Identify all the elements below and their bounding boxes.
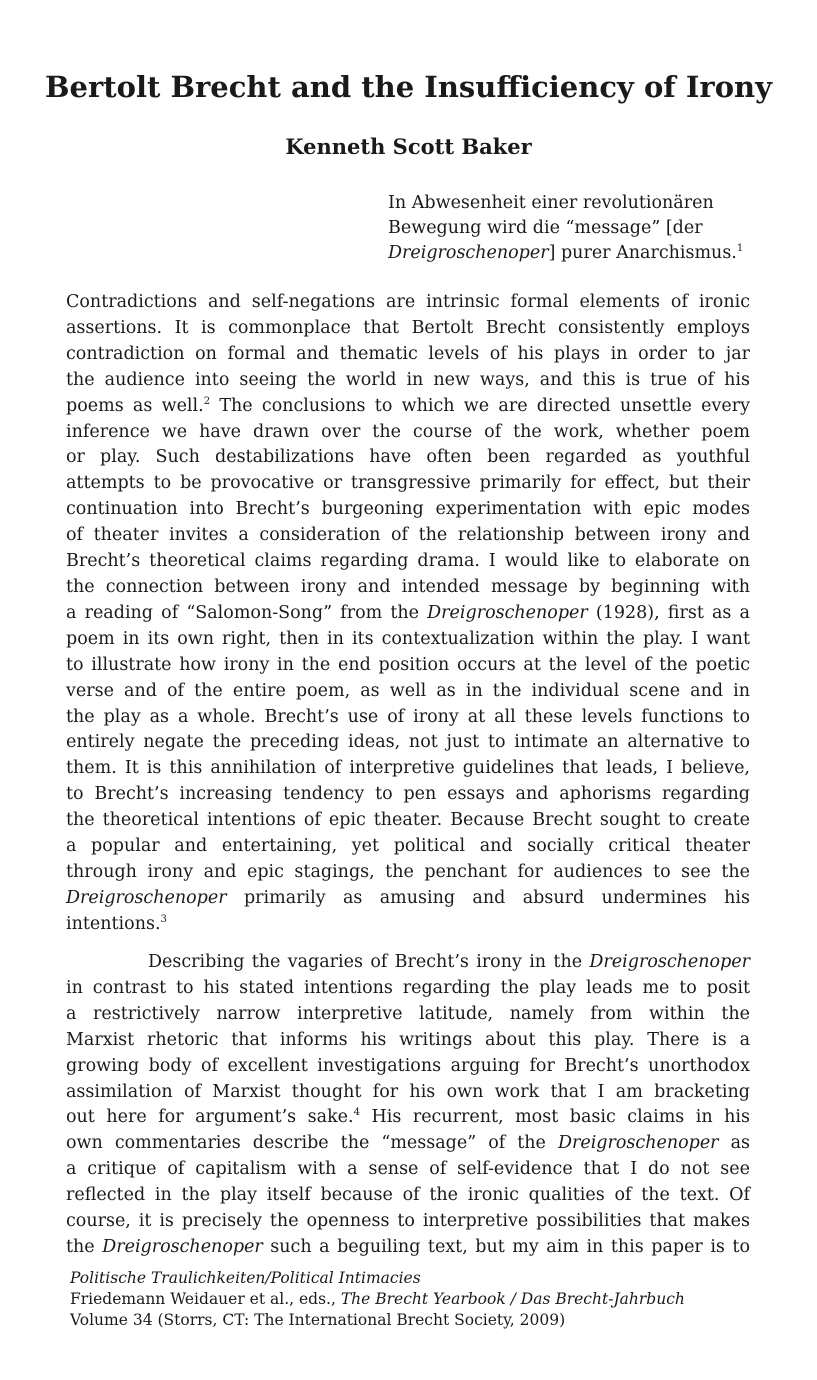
epigraph-line: In Abwesenheit einer revolutionären — [388, 193, 714, 213]
article-title: Bertolt Brecht and the Insufficiency of Irony — [45, 70, 772, 104]
text-span: the — [66, 1236, 103, 1257]
text-line: the theoretical intentions of epic theater. Because Brecht sought to create — [66, 810, 750, 831]
author-name: Kenneth Scott Baker — [285, 134, 532, 159]
paragraph-1 — [66, 290, 750, 938]
text-span: a reading of “Salomon-Song” from the — [66, 602, 428, 623]
footnote-marker: 3 — [160, 913, 167, 925]
text-line: a popular and entertaining, yet political and socially critical theater — [66, 836, 750, 857]
epigraph-line — [388, 241, 758, 266]
text-line: continuation into Brecht’s burgeoning experimentation with epic modes — [66, 499, 750, 520]
text-line: reflected in the play itself because of the ironic qualities of the text. Of — [66, 1185, 750, 1206]
footer-editors: Friedemann Weidauer et al., eds., — [70, 1290, 341, 1308]
footer-journal: The Brecht Yearbook / Das Brecht-Jahrbuch — [340, 1290, 685, 1308]
text-line: to Brecht’s increasing tendency to pen essays and aphorisms regarding — [66, 784, 750, 805]
text-line — [66, 394, 750, 420]
text-span: own commentaries describe the “message” of the — [66, 1133, 558, 1154]
text-span: His recurrent, most basic claims in his — [359, 1107, 750, 1128]
text-line: assertions. It is commonplace that Bertolt Brecht consistently employs — [66, 317, 750, 338]
text-line: growing body of excellent investigations arguing for Brecht’s unorthodox — [66, 1055, 750, 1076]
text-span: out here for argument’s sake. — [66, 1107, 354, 1128]
epigraph-italic: Dreigroschenoper — [388, 243, 549, 263]
text-span: such a beguiling text, but my aim in this paper is to — [262, 1236, 750, 1257]
text-span: poems as well. — [66, 395, 204, 416]
epigraph-line: Bewegung wird die “message” [der — [388, 218, 703, 238]
text-span: intentions. — [66, 913, 161, 934]
footnote-marker: 4 — [353, 1107, 360, 1119]
publication-footer — [70, 1268, 790, 1331]
text-line — [66, 601, 750, 627]
epigraph — [388, 191, 758, 266]
text-span: as — [718, 1133, 750, 1154]
italic-title: Dreigroschenoper — [427, 602, 588, 623]
text-line: course, it is precisely the openness to interpretive possibilities that makes — [66, 1211, 750, 1232]
text-line: assimilation of Marxist thought for his own work that I am bracketing — [66, 1081, 750, 1102]
text-line — [66, 912, 750, 938]
footer-line — [70, 1268, 790, 1289]
text-line: them. It is this annihilation of interpretive guidelines that leads, I believe, — [66, 758, 750, 779]
italic-title: Dreigroschenoper — [66, 887, 227, 908]
text-line: through irony and epic stagings, the penchant for audiences to see the — [66, 861, 750, 882]
footnote-marker: 1 — [736, 243, 744, 254]
text-line: or play. Such destabilizations have often been regarded as youthful — [66, 447, 750, 468]
text-line: Brecht’s theoretical claims regarding drama. I would like to elaborate on — [66, 551, 750, 572]
text-line: a restrictively narrow interpretive latitude, namely from within the — [66, 1003, 750, 1024]
text-line: in contrast to his stated intentions regarding the play leads me to posit — [66, 977, 750, 998]
text-line: attempts to be provocative or transgressive primarily for effect, but their — [66, 473, 750, 494]
paragraph-2 — [66, 950, 750, 1261]
italic-title: Dreigroschenoper — [102, 1236, 263, 1257]
footer-line: Volume 34 (Storrs, CT: The International Brecht Society, 2009) — [70, 1311, 566, 1329]
text-line: contradiction on formal and thematic levels of his plays in order to jar — [66, 343, 750, 364]
text-line: inference we have drawn over the course of the work, whether poem — [66, 421, 750, 442]
footnote-marker: 2 — [203, 395, 211, 407]
text-line: the play as a whole. Brecht’s use of irony at all these levels functions to — [66, 706, 750, 727]
text-line: verse and of the entire poem, as well as in the individual scene and in — [66, 680, 750, 701]
text-line — [66, 1235, 750, 1261]
italic-title: Dreigroschenoper — [589, 952, 750, 972]
text-span: Describing the vagaries of Brecht’s irony in the — [148, 952, 590, 972]
text-line — [66, 950, 750, 976]
text-line: entirely negate the preceding ideas, not just to intimate an alternative to — [66, 732, 750, 753]
text-line: Marxist rhetoric that informs his writings about this play. There is a — [66, 1029, 750, 1050]
text-line: the connection between irony and intended message by beginning with — [66, 576, 750, 597]
italic-title: Dreigroschenoper — [557, 1133, 719, 1154]
text-line: to illustrate how irony in the end position occurs at the level of the poetic — [66, 654, 750, 675]
text-line — [66, 1105, 750, 1131]
epigraph-text: ] purer Anarchismus. — [548, 243, 737, 263]
text-line: the audience into seeing the world in new ways, and this is true of his — [66, 369, 750, 390]
text-line: Contradictions and self-negations are intrinsic formal elements of ironic — [66, 292, 750, 312]
footer-series: Politische Traulichkeiten/Political Intimacies — [70, 1269, 421, 1287]
text-span: primarily as amusing and absurd undermines his — [226, 887, 750, 908]
text-span: (1928), first as a — [587, 602, 750, 623]
text-line: of theater invites a consideration of the relationship between irony and — [66, 525, 750, 546]
footer-line — [70, 1289, 790, 1310]
text-span: The conclusions to which we are directed unsettle every — [210, 395, 750, 416]
text-line — [66, 886, 750, 912]
text-line — [66, 1131, 750, 1157]
text-line: a critique of capitalism with a sense of self-evidence that I do not see — [66, 1159, 750, 1180]
text-line: poem in its own right, then in its contextualization within the play. I want — [66, 628, 750, 649]
